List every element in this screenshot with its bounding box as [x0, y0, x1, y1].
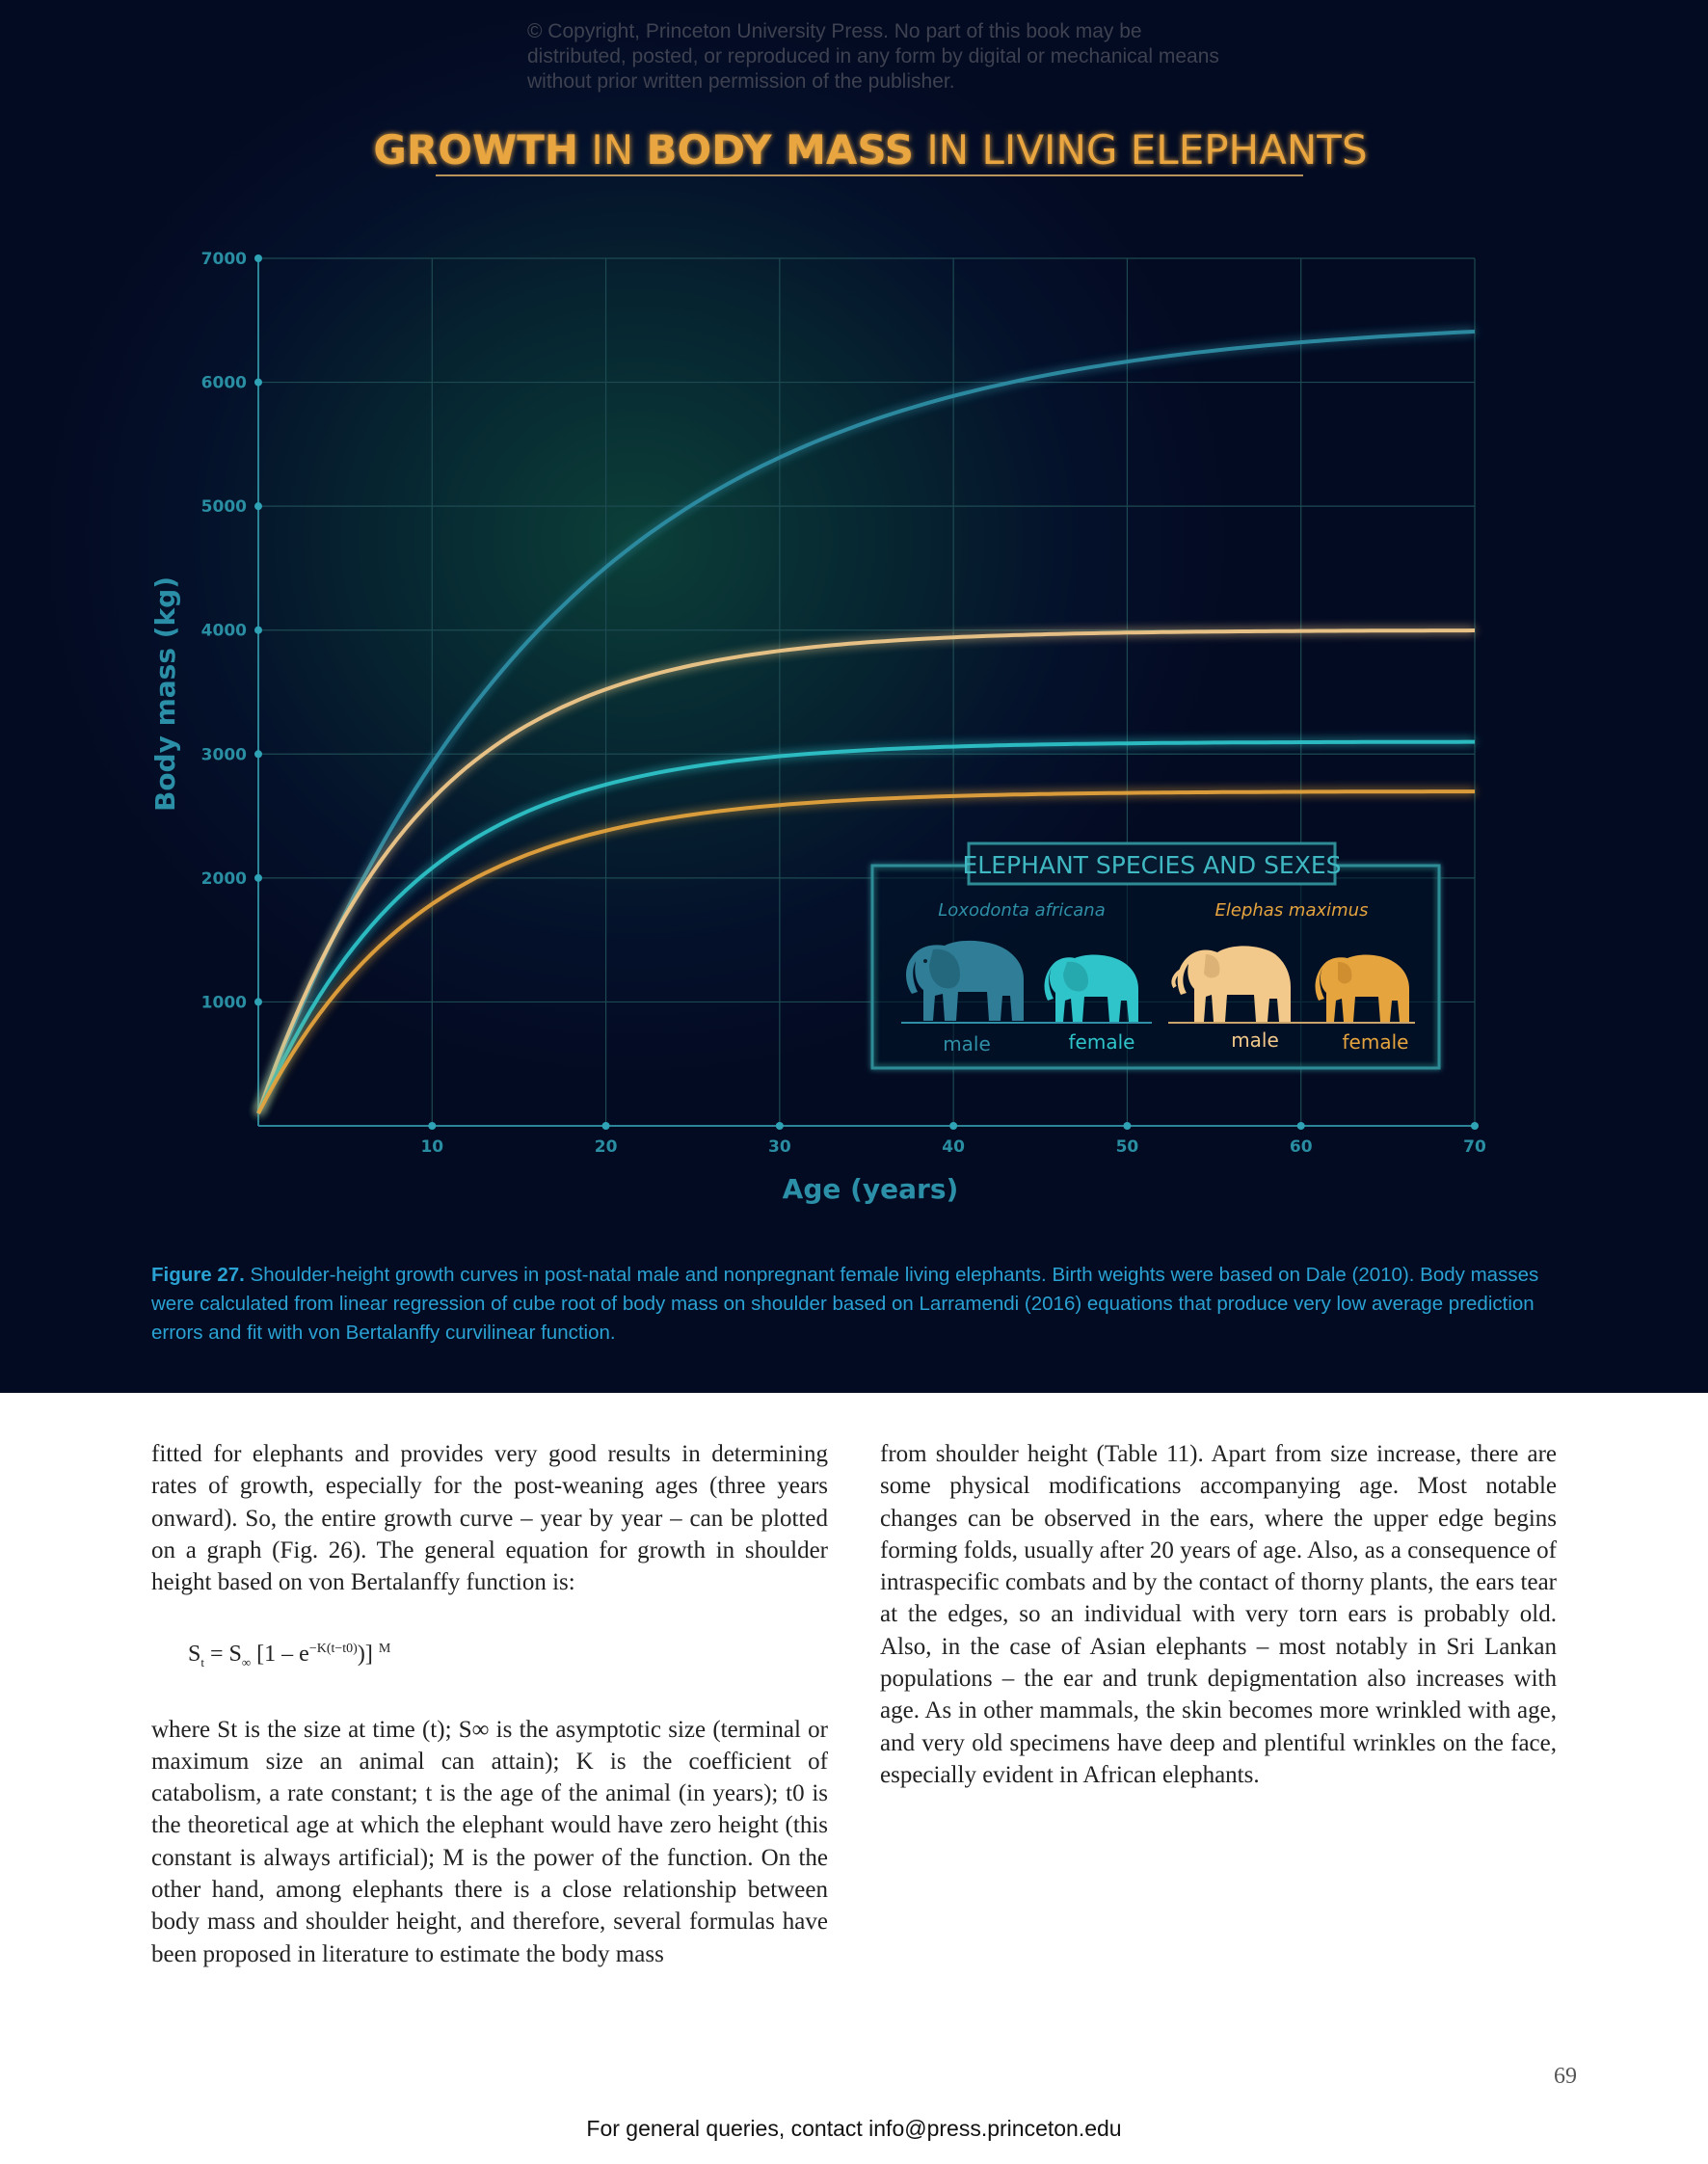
y-tick-label: 2000	[200, 868, 247, 889]
y-tick-dot	[254, 254, 262, 262]
paragraph: from shoulder height (Table 11). Apart from size increase, there are some physical modifications accompanying age. Most notable changes can be observed in the ears, where the upper edge begins forming folds, usually after 20 years of age. Also, as a consequence of intraspecific combats and by the contact of thorny plants, the ears tear at the edges, so an individual with very torn ears is probably old. Also, in the case of Asian elephants – most notably in Sri Lankan populations – the ear and trunk depigmentation also increases with age. As in other mammals, the skin becomes more wrinkled with age, and very old specimens have deep and plentiful wrinkles on the face, especially evident in African elephants.	[880, 1441, 1557, 1788]
x-tick-label: 50	[1115, 1137, 1139, 1157]
x-tick-dot	[602, 1122, 610, 1130]
y-tick-label: 5000	[200, 497, 247, 518]
copyright-notice: © Copyright, Princeton University Press. No part of this book may be distributed, posted, or reproduced in any form by digital or mechanical means without prior written permission of the publisher.	[527, 20, 1219, 93]
caption-text: Shoulder-height growth curves in post-natal male and nonpregnant female living elephants. Birth weights were based on Dale (2010). Body masses were calculated from linear regression of cube root of body mass on shoulder based on Larramendi (2016) equations that produce very low average prediction errors and fit with von Bertalanffy curvilinear function.	[151, 1264, 1539, 1344]
title-part: GROWTH	[373, 126, 579, 174]
y-tick-dot	[254, 750, 262, 758]
x-tick-label: 70	[1463, 1137, 1486, 1157]
chart-title	[373, 126, 1367, 174]
x-tick-dot	[1471, 1122, 1479, 1130]
x-tick-dot	[1123, 1122, 1131, 1130]
legend	[872, 843, 1439, 1068]
legend-label-maximus-male: male	[1231, 1029, 1279, 1052]
y-tick-label: 7000	[200, 250, 247, 269]
legend-label-africana-male: male	[943, 1032, 991, 1055]
y-tick-dot	[254, 627, 262, 634]
x-tick-dot	[949, 1122, 957, 1130]
x-tick-label: 30	[768, 1137, 791, 1157]
legend-title: ELEPHANT SPECIES AND SEXES	[962, 851, 1342, 879]
legend-label-maximus-female: female	[1342, 1030, 1409, 1054]
title-part: IN	[578, 126, 647, 174]
x-tick-label: 20	[594, 1137, 618, 1157]
x-tick-label: 10	[420, 1137, 444, 1157]
y-tick-dot	[254, 998, 262, 1005]
legend-species-elephas: Elephas maximus	[1214, 900, 1369, 921]
body-column-right	[880, 1438, 1557, 1791]
title-part: IN LIVING ELEPHANTS	[914, 126, 1368, 174]
paragraph: fitted for elephants and provides very good results in determining rates of growth, especially for the post-weaning ages (three years onward). So, the entire growth curve – year by year – can be plotted on a graph (Fig. 26). The general equation for growth in shoulder height based on von Bertalanffy function is:	[151, 1441, 828, 1596]
y-tick-label: 1000	[200, 993, 247, 1013]
legend-species-loxodonta: Loxodonta africana	[938, 900, 1106, 921]
x-tick-label: 40	[942, 1137, 965, 1157]
y-tick-label: 4000	[200, 621, 247, 641]
growth-formula: $S_t = S_\infty$ $[1 - e^{-K(t-t0)})$] $^M$	[188, 1642, 391, 1670]
figure-caption	[151, 1261, 1559, 1348]
y-tick-label: 3000	[200, 745, 247, 765]
caption-label: Figure 27.	[151, 1264, 245, 1286]
x-tick-dot	[776, 1122, 784, 1130]
page-number: 69	[1554, 2064, 1577, 2089]
x-tick-dot	[428, 1122, 436, 1130]
legend-label-africana-female: female	[1068, 1030, 1135, 1054]
y-tick-label: 6000	[200, 373, 247, 393]
x-tick-dot	[1297, 1122, 1305, 1130]
y-tick-dot	[254, 379, 262, 387]
y-tick-dot	[254, 502, 262, 510]
paragraph: where St is the size at time (t); S∞ is the asymptotic size (terminal or maximum size an animal can attain); K is the coefficient of catabolism, a rate constant; t is the age of the animal (in years); t0 is the theoretical age at which the elephant would have zero height (this constant is always artificial); M is the power of the function. On the other hand, among elephants there is a close relationship between body mass and shoulder height, and therefore, several formulas have been proposed in literature to estimate the body mass	[151, 1716, 828, 1967]
footer-contact: For general queries, contact info@press.princeton.edu	[586, 2116, 1122, 2141]
x-tick-label: 60	[1289, 1137, 1313, 1157]
y-tick-dot	[254, 874, 262, 882]
x-axis-label: Age (years)	[782, 1173, 959, 1205]
body-column-left	[151, 1438, 828, 1970]
y-axis-label: Body mass (kg)	[149, 575, 181, 813]
title-part: BODY MASS	[646, 126, 915, 174]
